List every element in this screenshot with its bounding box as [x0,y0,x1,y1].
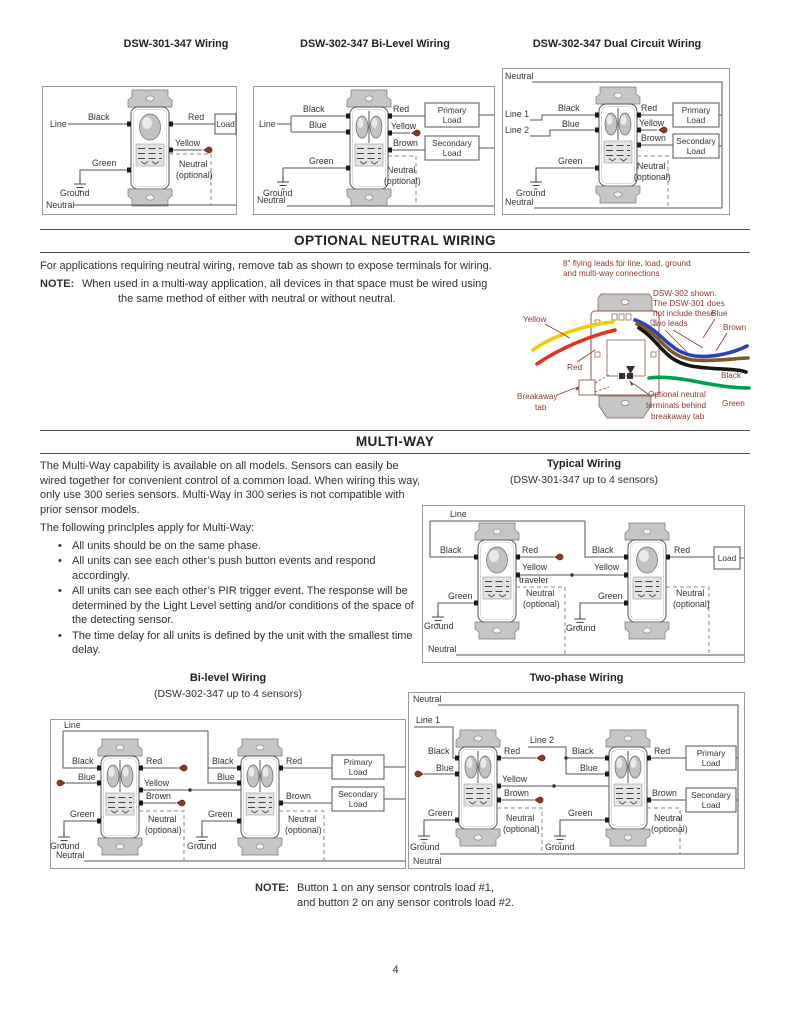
brown-wire-label: Brown [723,323,747,332]
green-label-1: Green [70,809,95,819]
brown-label-2: Brown [652,788,677,798]
secondary-load-label2: Load [348,799,368,809]
green-label: Green [92,158,117,168]
multiway-text-column [40,459,422,659]
red-label: Red [393,104,410,114]
primary-load-label2: Load [686,115,706,125]
line1-label: Line 1 [505,109,529,119]
sensor-device [128,90,172,206]
note-label: NOTE: [255,882,290,894]
neutral-optional-1b: (optional) [503,824,540,834]
red-label: Red [188,112,205,122]
yellow-label: Yellow [391,121,417,131]
blue-label-1: Blue [436,763,454,773]
sensor-device-2 [606,730,650,846]
black-label-1: Black [428,746,450,756]
note-line2: the same method of either with neutral or without neutral. [118,292,396,305]
section-rule [40,430,750,431]
leads-note-line2: and multi-way connections [563,269,660,278]
red-label-1: Red [146,756,163,766]
line2-label: Line 2 [530,735,554,745]
blue-label-2: Blue [580,763,598,773]
yellow-label: Yellow [144,778,170,788]
bilevel-wiring-subtitle: (DSW-302-347 up to 4 sensors) [153,688,303,700]
neutral-top-label: Neutral [413,694,442,704]
green-label: Green [558,156,583,166]
blue-label-2: Blue [217,772,235,782]
neutral-optional-2a: Neutral [654,813,683,823]
green-wire-label: Green [722,399,745,408]
primary-load-label1: Primary [437,105,467,115]
diagram-dsw301-wiring [42,86,237,215]
blue-label: Blue [309,120,327,130]
primary-load-label2: Load [348,767,368,777]
shown-note-line1: DSW-302 shown. [653,289,717,298]
neutral-optional-2b: (optional) [285,825,322,835]
neutral-optional-label2: (optional) [176,170,213,180]
sensor-device-1 [475,523,519,639]
optional-neutral-intro: For applications requiring neutral wiring, remove tab as shown to expose terminals for wiring. [40,260,492,272]
optional-neutral-heading: OPTIONAL NEUTRAL WIRING [293,233,497,248]
black-label-2: Black [572,746,594,756]
diagram-bilevel-wiring [50,719,406,869]
red-label-1: Red [504,746,521,756]
red-label: Red [641,103,658,113]
blue-label: Blue [562,119,580,129]
neutral-optional-2a: Neutral [676,588,705,598]
ground-label-2: Ground [566,623,596,633]
wire-nut-icon [204,147,212,153]
sensor-device [347,90,391,206]
red-label-2: Red [286,756,303,766]
wire-nut-icon-brown [535,797,543,803]
brown-label: Brown [641,133,666,143]
note-line1: Button 1 on any sensor controls load #1, [297,882,494,894]
yellow-label-2: Yellow [594,562,620,572]
neutral-label: Neutral [46,200,75,210]
list-item: • All units should be on the same phase. [58,539,422,554]
ground-label-2: Ground [545,842,575,852]
note-text [297,881,514,910]
shown-note-line3: not include these [653,309,715,318]
neutral-label: Neutral [505,197,534,207]
wire-nut-icon-red [179,765,187,771]
ground-label: Ground [263,188,293,198]
shown-note-line4: two leads [653,319,688,328]
line1-label: Line 1 [416,715,440,725]
neutral-optional-2b: (optional) [651,824,688,834]
wire-nut-icon-blue [415,771,423,777]
red-label-2: Red [674,545,691,555]
optional-terminals-label3: breakaway tab [651,412,705,421]
yellow-traveler-label1: Yellow [522,562,548,572]
bilevel-wiring-title: Bi-level Wiring [189,672,267,684]
shown-note-line2: The DSW-301 does [653,299,725,308]
sensor-device-1 [98,739,142,855]
neutral-optional-label2: (optional) [634,172,671,182]
black-label-2: Black [212,756,234,766]
yellow-label: Yellow [639,118,665,128]
ground-label: Ground [60,188,90,198]
breakaway-tab-label1: Breakaway [517,392,558,401]
secondary-load-label2: Load [686,146,706,156]
primary-load-label2: Load [701,758,721,768]
breakaway-tab-label2: tab [535,403,547,412]
sensor-device-1 [456,730,500,846]
list-item: • All units can see each other’s PIR trigger event. The response will be determined by the Light Level setting and/or conditions of the space of the detecting sensor. [58,584,422,628]
primary-load-label1: Primary [681,105,711,115]
secondary-load-label1: Secondary [691,790,731,800]
load-label: Load [216,119,235,129]
green-label: Green [309,156,334,166]
multiway-heading: MULTI-WAY [355,434,435,449]
neutral-top-label: Neutral [505,71,534,81]
neutral-label: Neutral [257,195,286,205]
multiway-para2: The following princlples apply for Multi-Way: [40,522,255,534]
list-item: • The time delay for all units is defined by the unit with the smallest time delay. [58,629,422,658]
red-label-2: Red [654,746,671,756]
section-rule [40,252,750,253]
list-item: • All units can see each other’s push button events and respond accordingly. [58,554,422,583]
brown-label-1: Brown [146,791,171,801]
flying-leads-figure [515,256,760,424]
neutral-optional-1a: Neutral [506,813,535,823]
brown-label: Brown [393,138,418,148]
black-label: Black [303,104,325,114]
line-label: Line [259,119,276,129]
neutral-optional-1a: Neutral [148,814,177,824]
green-label-2: Green [568,808,593,818]
bottom-note [255,881,585,910]
neutral-optional-label: Neutral [387,165,416,175]
primary-load-label2: Load [442,115,462,125]
secondary-load-label1: Secondary [676,136,716,146]
note-label: NOTE: [40,278,75,290]
black-wire-label: Black [721,371,742,380]
optional-terminals-label1: Optional neutral [648,390,706,399]
black-label: Black [88,112,110,122]
leads-note-line1: 8" flying leads for line, load, ground [563,259,691,268]
sensor-device-2 [625,523,669,639]
green-label-2: Green [598,591,623,601]
red-label-1: Red [522,545,539,555]
line2-label: Line 2 [505,125,529,135]
diagram3-title: DSW-302-347 Dual Circuit Wiring [532,38,702,50]
secondary-load-label1: Secondary [338,789,378,799]
neutral-optional-label2: (optional) [384,176,421,186]
ground-label-1: Ground [50,841,80,851]
line-label: Line [450,509,467,519]
neutral-optional-label: Neutral [637,161,666,171]
typical-wiring-subtitle: (DSW-301-347 up to 4 sensors) [509,474,659,486]
brown-label-1: Brown [504,788,529,798]
diagram-dsw302-dualcircuit-wiring [502,68,730,215]
blue-wire-label: Blue [711,309,728,318]
red-wire-label: Red [567,363,583,372]
neutral-label: Neutral [56,850,85,860]
optional-terminals-label2: terminals behind [646,401,707,410]
diagram2-title: DSW-302-347 Bi-Level Wiring [300,38,450,50]
line-label: Line [64,720,81,730]
neutral-optional-1b: (optional) [523,599,560,609]
neutral-optional-label: Neutral [179,159,208,169]
typical-wiring-title: Typical Wiring [546,458,622,470]
neutral-optional-2b: (optional) [673,599,710,609]
page-number: 4 [392,964,399,976]
diagram-typical-wiring [422,505,745,663]
ground-label-1: Ground [424,621,454,631]
multiway-para1: The Multi-Way capability is available on all models. Sensors can easily be wired together for convenient control of a common load. When wiring this way, only use 300 series sensors. Multi-Way in 300 series is not compatible with prior sensor models. [40,460,421,516]
multiway-bullet-list [40,539,422,658]
neutral-optional-1b: (optional) [145,825,182,835]
note-text [82,277,487,306]
ground-label-1: Ground [410,842,440,852]
note-line1: When used in a multi-way application, all devices in that space must be wired using [82,278,488,290]
note-line2: and button 2 on any sensor controls load #2. [297,896,515,909]
diagram-twophase-wiring [408,692,745,869]
black-label-1: Black [72,756,94,766]
neutral-optional-2a: Neutral [288,814,317,824]
primary-load-label1: Primary [696,748,726,758]
yellow-traveler-label2: traveler [519,575,549,585]
yellow-label: Yellow [502,774,528,784]
yellow-wire-label: Yellow [523,315,547,324]
diagram1-title: DSW-301-347 Wiring [123,38,229,50]
neutral-label: Neutral [413,856,442,866]
black-label-2: Black [592,545,614,555]
secondary-load-label1: Secondary [432,138,472,148]
diagram-dsw302-bilevel-wiring [253,86,495,215]
device-back-view [591,294,659,418]
brown-label-2: Brown [286,791,311,801]
ground-label-2: Ground [187,841,217,851]
secondary-load-label2: Load [442,148,462,158]
black-label-1: Black [440,545,462,555]
optional-neutral-note [40,277,528,306]
wire-nut-icon-brown [177,800,185,806]
black-label: Black [558,103,580,113]
primary-load-label1: Primary [343,757,373,767]
wire-nut-icon-blue [57,780,65,786]
neutral-optional-1a: Neutral [526,588,555,598]
green-label-2: Green [208,809,233,819]
twophase-wiring-title: Two-phase Wiring [529,672,624,684]
sensor-device-2 [238,739,282,855]
wire-nut-icon-red [537,755,545,761]
yellow-label: Yellow [175,138,201,148]
green-label-1: Green [448,591,473,601]
section-rule [40,453,750,454]
line-label: Line [50,119,67,129]
ground-label: Ground [516,188,546,198]
load-label: Load [717,553,737,563]
neutral-label: Neutral [428,644,457,654]
secondary-load-label2: Load [701,800,721,810]
wire-nut-icon [555,554,563,560]
section-rule [40,229,750,230]
green-label-1: Green [428,808,453,818]
sensor-device [596,87,640,203]
blue-label-1: Blue [78,772,96,782]
